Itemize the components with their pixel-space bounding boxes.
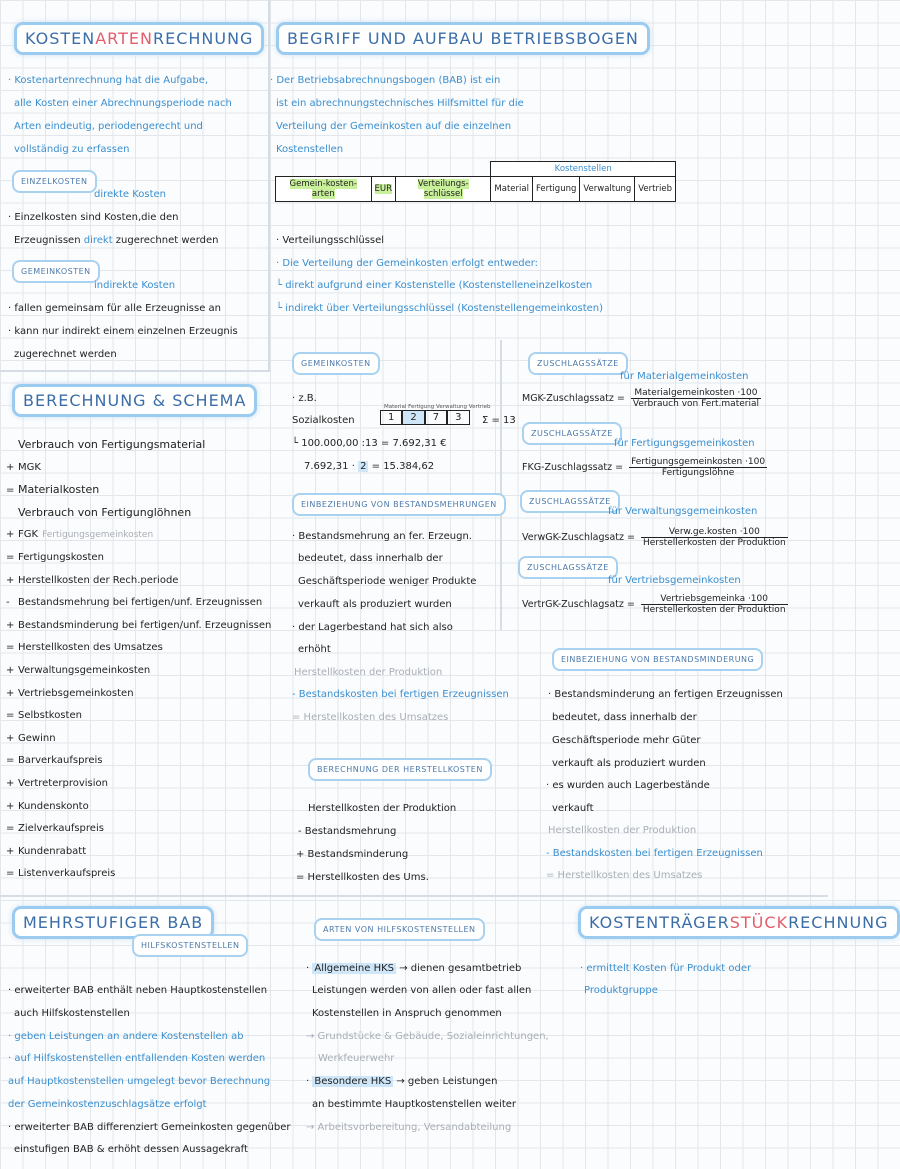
mehrung-formula-1: Herstellkosten der Produktion — [294, 667, 443, 678]
mini-header: Material Fertigung Verwaltung Vertrieb — [384, 404, 491, 410]
bab-col-material: Material — [491, 177, 533, 202]
schema-row — [6, 800, 89, 814]
schema-row — [6, 664, 150, 678]
bab-col-gemeinkostenarten: Gemein-kosten-arten — [276, 177, 372, 202]
schema-row — [6, 596, 262, 610]
zuschlag-numerator: Fertigungsgemeinkosten ·100 — [631, 457, 766, 467]
bab-col-vertrieb: Vertrieb — [635, 177, 676, 202]
zuschlag-fraction — [631, 388, 761, 409]
schema-op: = — [6, 710, 15, 722]
allgemeine-line-2: Kostenstellen in Anspruch genommen — [312, 1008, 502, 1019]
bab-intro-3: Verteilung der Gemeinkosten auf die einzelnen — [276, 121, 512, 132]
schema-text: Barverkaufspreis — [18, 755, 103, 767]
schema-text: Herstellkosten des Umsatzes — [18, 642, 163, 654]
schema-op: + — [6, 665, 15, 676]
schema-text: Fertigungskosten — [18, 552, 104, 563]
schluessel-title: · Verteilungsschlüssel — [276, 235, 385, 246]
zuschlag-fraction — [629, 457, 767, 478]
schema-text: Vertriebsgemeinkosten — [18, 687, 134, 699]
zuschlag-denominator: Herstellerkosten der Produktion — [642, 605, 786, 615]
arten-hks-tag: ARTEN VON HILFSKOSTENSTELLEN — [314, 918, 485, 941]
allgemeine-line-1: Leistungen werden von allen oder fast allen — [312, 985, 532, 996]
schema-text: Selbstkosten — [18, 710, 82, 722]
divider — [0, 370, 270, 372]
kostenarten-intro-3: Arten eindeutig, periodengerecht und — [14, 121, 203, 132]
schema-op: = — [6, 642, 15, 654]
zuschlag-sub: für Vertriebsgemeinkosten — [608, 575, 741, 586]
zuschlag-sub: für Fertigungsgemeinkosten — [614, 438, 755, 449]
schema-row — [6, 754, 102, 768]
divider — [0, 895, 828, 897]
schema-row — [6, 528, 153, 542]
mehrstufig-title: MEHRSTUFIGER BAB — [12, 906, 214, 939]
zuschlag-denominator: Herstellerkosten der Produktion — [642, 538, 786, 548]
zuschlag-formula — [522, 388, 761, 409]
schema-op: + — [6, 529, 15, 541]
divider — [268, 0, 270, 370]
minderung-formula-1: Herstellkosten der Produktion — [548, 825, 697, 836]
zuschlag-sub: für Verwaltungsgemeinkosten — [608, 506, 758, 517]
kostenarten-title: KOSTENARTENRECHNUNG — [14, 22, 264, 55]
schema-row — [6, 709, 82, 723]
schema-text: Herstellkosten der Rech.periode — [18, 574, 179, 586]
zb-label: · z.B. — [292, 393, 317, 404]
mehrung-formula-2: - Bestandskosten bei fertigen Erzeugnissen — [292, 689, 509, 700]
schema-op: + — [6, 461, 15, 473]
zuschlag-fraction — [641, 527, 788, 548]
schema-op: = — [6, 823, 15, 835]
schema-op: = — [6, 868, 15, 880]
schema-row — [6, 687, 134, 701]
sozialkosten-sum: Σ = 13 — [482, 415, 516, 426]
bab-table-header: Kostenstellen — [491, 162, 676, 177]
bab-col-fertigung: Fertigung — [532, 177, 579, 202]
schema-op: = — [6, 552, 15, 563]
bab-table — [275, 161, 676, 202]
mehrung-tag: EINBEZIEHUNG VON BESTANDSMEHRUNGEN — [292, 493, 506, 516]
value-verwaltung: 7 — [425, 410, 447, 425]
herstell-line-2: - Bestandsmehrung — [298, 826, 397, 837]
schema-row — [6, 822, 104, 836]
minderung-line-5: · es wurden auch Lagerbestände — [546, 780, 710, 791]
besondere-hks: · Besondere HKS → geben Leistungen — [306, 1076, 498, 1087]
mehrung-formula-3: = Herstellkosten des Umsatzes — [292, 712, 449, 723]
schema-op: + — [6, 574, 15, 586]
schema-op: - — [6, 597, 10, 609]
zuschlag-denominator: Verbrauch von Fert.material — [632, 399, 759, 409]
value-vertrieb: 3 — [447, 410, 469, 425]
herstell-tag: BERECHNUNG DER HERSTELLKOSTEN — [308, 758, 492, 781]
schema-row — [6, 845, 86, 859]
calc-1: └ 100.000,00 :13 = 7.692,31 € — [292, 438, 447, 449]
gemeinkosten-tag: GEMEINKOSTEN — [12, 260, 100, 283]
mehrstufig-sub: HILFSKOSTENSTELLEN — [132, 934, 248, 957]
schema-text: MGK — [18, 461, 41, 473]
minderung-formula-2: - Bestandskosten bei fertigen Erzeugnissen — [546, 848, 763, 859]
schema-text: Verwaltungsgemeinkosten — [18, 665, 151, 676]
zuschlag-label: FKG-Zuschlagssatz = — [522, 462, 624, 473]
schema-text: Kundenskonto — [18, 800, 89, 812]
mehrung-line-3: Geschäftsperiode weniger Produkte — [298, 576, 477, 587]
allgemeine-grey-1: → Grundstücke & Gebäude, Sozialeinrichtungen, — [306, 1031, 549, 1042]
zuschlag-numerator: Verw.ge.kosten ·100 — [641, 527, 788, 538]
zuschlag-numerator: Vertriebsgemeinka ·100 — [641, 594, 788, 605]
einzelkosten-tag: EINZELKOSTEN — [12, 170, 97, 193]
zuschlag-formula — [522, 457, 767, 478]
einzelkosten-text-2: Erzeugnissen direkt zugerechnet werden — [14, 235, 219, 246]
einzelkosten-sub: direkte Kosten — [94, 189, 167, 200]
sozialkosten-label: Sozialkosten — [292, 415, 355, 426]
zuschlag-tag: ZUSCHLAGSSÄTZE — [522, 422, 622, 445]
minderung-line-1: · Bestandsminderung an fertigen Erzeugnissen — [548, 689, 783, 700]
schema-row — [6, 732, 56, 746]
schema-op: + — [6, 800, 15, 812]
schema-row — [6, 619, 271, 633]
kostenarten-intro-4: vollständig zu erfassen — [14, 144, 130, 155]
schema-op: + — [6, 732, 15, 744]
zuschlag-label: VerwGK-Zuschlagsatz = — [522, 532, 635, 543]
gemeinkosten-text-2: · kann nur indirekt einem einzelnen Erzeugnis — [8, 326, 238, 337]
mehrstufig-blue-4: der Gemeinkostenzuschlagsätze erfolgt — [8, 1099, 207, 1110]
bab-intro-2: ist ein abrechnungstechnisches Hilfsmittel für die — [276, 98, 524, 109]
schema-text: Verbrauch von Fertigungsmaterial — [18, 438, 206, 451]
mehrstufig-line-2: auch Hilfskostenstellen — [14, 1008, 130, 1019]
mehrung-line-1: · Bestandsmehrung an fer. Erzeugn. — [292, 531, 472, 542]
zuschlag-formula — [522, 594, 788, 615]
schema-text: Bestandsmehrung bei fertigen/unf. Erzeugnissen — [18, 597, 263, 609]
schema-row — [6, 777, 108, 791]
gemeinkosten-text-3: zugerechnet werden — [14, 349, 117, 360]
minderung-line-4: verkauft als produziert wurden — [552, 758, 706, 769]
schema-text: Bestandsminderung bei fertigen/unf. Erzeugnissen — [18, 619, 272, 631]
mehrstufig-blue-1: · geben Leistungen an andere Kostenstellen ab — [8, 1031, 244, 1042]
bab-intro-1: · Der Betriebsabrechnungsbogen (BAB) ist ein — [270, 75, 501, 86]
schema-op: + — [6, 687, 15, 699]
kostentraeger-line-1: · ermittelt Kosten für Produkt oder — [580, 963, 752, 974]
schema-op: + — [6, 778, 15, 789]
zuschlag-tag: ZUSCHLAGSSÄTZE — [518, 556, 618, 579]
schema-text: Materialkosten — [18, 483, 100, 497]
minderung-formula-3: = Herstellkosten des Umsatzes — [546, 870, 703, 881]
schema-row — [6, 574, 178, 588]
minderung-line-3: Geschäftsperiode mehr Güter — [552, 735, 701, 746]
zuschlag-tag: ZUSCHLAGSSÄTZE — [520, 490, 620, 513]
mehrstufig-line-1: · erweiterter BAB enthält neben Hauptkostenstellen — [8, 985, 268, 996]
schema-row — [6, 551, 104, 565]
zuschlag-fraction — [641, 594, 788, 615]
allgemeine-hks: · Allgemeine HKS → dienen gesamtbetrieb — [306, 963, 522, 974]
minderung-line-2: bedeutet, dass innerhalb der — [552, 712, 697, 723]
mehrstufig-blue-3: auf Hauptkostenstellen umgelegt bevor Berechnung — [8, 1076, 271, 1087]
allgemeine-grey-2: Werkfeuerwehr — [318, 1053, 395, 1064]
zuschlag-denominator: Fertigungslöhne — [661, 468, 735, 478]
schema-note: Fertigungsgemeinkosten — [42, 530, 154, 541]
schema-row — [6, 641, 163, 655]
mehrstufig-blue-2: · auf Hilfskostenstellen entfallenden Kosten werden — [8, 1053, 266, 1064]
sozialkosten-values — [380, 412, 470, 423]
schema-row — [6, 461, 41, 475]
zuschlag-label: MGK-Zuschlagssatz = — [522, 393, 625, 404]
bab-intro-4: Kostenstellen — [276, 144, 344, 155]
zuschlag-sub: für Materialgemeinkosten — [620, 371, 749, 382]
calc-2: 7.692,31 · 2 = 15.384,62 — [304, 461, 435, 472]
schema-row — [6, 506, 191, 521]
berechnung-title: BERECHNUNG & SCHEMA — [12, 384, 257, 417]
mehrung-line-2: bedeutet, dass innerhalb der — [298, 553, 443, 564]
schema-row — [6, 438, 205, 453]
einzelkosten-text-1: · Einzelkosten sind Kosten,die den — [8, 212, 179, 223]
schema-op: = — [6, 485, 15, 497]
divider — [500, 340, 502, 630]
bab-col-schluessel: Verteilungs-schlüssel — [396, 177, 491, 202]
gemeinkosten-text-1: · fallen gemeinsam für alle Erzeugnisse an — [8, 303, 222, 314]
herstell-line-3: + Bestandsminderung — [296, 849, 409, 860]
gemeinkosten-sub: indirekte Kosten — [94, 280, 176, 291]
zuschlag-formula — [522, 527, 788, 548]
zuschlag-tag: ZUSCHLAGSSÄTZE — [528, 352, 628, 375]
value-fertigung: 2 — [402, 410, 424, 425]
bab-col-eur: EUR — [371, 177, 396, 202]
minderung-tag: EINBEZIEHUNG VON BESTANDSMINDERUNG — [552, 648, 763, 671]
gemeinkosten-box-tag: GEMEINKOSTEN — [292, 352, 380, 375]
schema-op: = — [6, 755, 15, 767]
minderung-line-6: verkauft — [552, 803, 594, 814]
schema-op: + — [6, 619, 15, 631]
mehrung-line-6: erhöht — [298, 644, 331, 655]
zuschlag-label: VertrGK-Zuschlagsatz = — [522, 599, 635, 610]
mehrung-line-5: · der Lagerbestand hat sich also — [292, 622, 453, 633]
bab-col-verwaltung: Verwaltung — [580, 177, 635, 202]
schluessel-line-3: └ indirekt über Verteilungsschlüssel (Kostenstellengemeinkosten) — [276, 303, 604, 314]
mehrstufig-end-1: · erweiterter BAB differenziert Gemeinkosten gegenüber — [8, 1122, 291, 1133]
schluessel-line-1: · Die Verteilung der Gemeinkosten erfolgt entweder: — [276, 258, 539, 269]
schema-text: Zielverkaufspreis — [18, 823, 104, 835]
schema-text: FGK — [18, 529, 39, 541]
value-material: 1 — [380, 410, 402, 425]
schema-row — [6, 867, 115, 881]
kostentraeger-line-2: Produktgruppe — [584, 985, 658, 996]
besondere-grey: → Arbeitsvorbereitung, Versandabteilung — [306, 1122, 512, 1133]
besondere-line-1: an bestimmte Hauptkostenstellen weiter — [312, 1099, 517, 1110]
bab-title: BEGRIFF UND AUFBAU BETRIEBSBOGEN — [276, 22, 650, 55]
herstell-line-4: = Herstellkosten des Ums. — [296, 872, 429, 883]
schluessel-line-2: └ direkt aufgrund einer Kostenstelle (Kostenstelleneinzelkosten — [276, 280, 593, 291]
mehrung-line-4: verkauft als produziert wurden — [298, 599, 452, 610]
schema-text: Listenverkaufspreis — [18, 868, 116, 880]
kostenarten-intro-2: alle Kosten einer Abrechnungsperiode nach — [14, 98, 232, 109]
schema-text: Vertreterprovision — [18, 778, 108, 789]
schema-op: + — [6, 845, 15, 857]
herstell-line-1: Herstellkosten der Produktion — [308, 803, 457, 814]
zuschlag-numerator: Materialgemeinkosten ·100 — [631, 388, 761, 399]
schema-text: Verbrauch von Fertigunglöhnen — [18, 505, 192, 519]
schema-text: Gewinn — [18, 732, 56, 744]
kostenarten-intro-1: · Kostenartenrechnung hat die Aufgabe, — [8, 75, 209, 86]
schema-row — [6, 483, 99, 498]
kostentraeger-title: KOSTENTRÄGERSTÜCKRECHNUNG — [578, 906, 900, 939]
schema-text: Kundenrabatt — [18, 845, 87, 857]
mehrstufig-end-2: einstufigen BAB & erhöht dessen Aussagekraft — [14, 1144, 248, 1155]
